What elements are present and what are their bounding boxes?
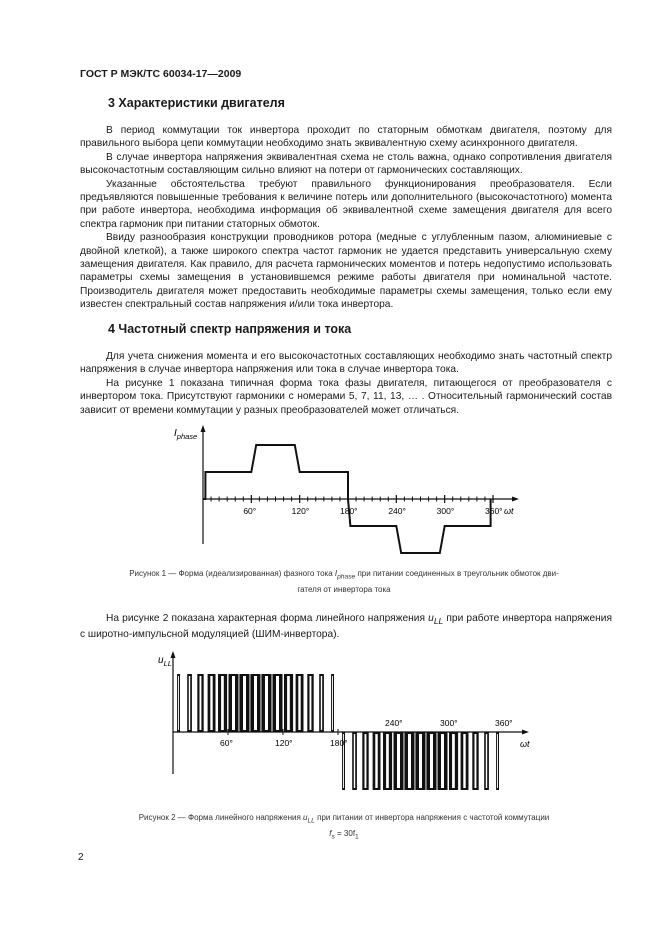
tick-label: 120° [275, 738, 293, 748]
pulse-gap [386, 734, 389, 788]
figure-2-caption: Рисунок 2 — Форма линейного напряжения $u_{LL}$ при питании от инвертора напряжения с частотой коммутации $f_s = 30f_1$ [138, 813, 550, 841]
pulse-gap [408, 734, 411, 788]
pulse-gap [200, 676, 202, 730]
pulse-gap [265, 676, 268, 730]
pulse-gap [441, 734, 444, 788]
figure-2-intro: На рисунке 2 показана характерная форма линейного напряжения $u_{LL}$ при работе инвертора напряжения с широтно-импульсной модуляцией (ШИМ-инвертора). [80, 613, 612, 641]
paragraph: В случае инвертора напряжения эквивалентная схема не столь важна, однако сопротивления двигателя высокочастотным составляющим сильно влияют на потери от гармонических составляющих. [80, 151, 612, 177]
section-4-body [80, 350, 612, 417]
x-axis-arrow [512, 497, 519, 502]
tick-label: 60° [220, 738, 233, 748]
paragraph: Ввиду разнообразия конструкции проводников ротора (медные с углубленным пазом, алюминиевые с двойной клеткой), а также широкого спектра частот гармоник не удается представить универсальную схему замещения двигателя. Как правило, для расчета гармонических моментов и потерь недопустимо использовать параметры схемы замещения в установившемся режиме работы двигателя при номинальной частоте. Производитель двигателя может предоставить необходимые параметры схемы замещения, только если ему известен спектральный состав напряжения и/или тока инвертора. [80, 232, 612, 311]
tick-label: 120° [291, 506, 310, 516]
paragraph: Указанные обстоятельства требуют правильного функционирования преобразователя. Если предъявляются повышенные требования к величине потерь или дополнительного (высокочастотного) момента при работе инвертора, необходима информация об эквивалентной схеме замещения двигателя для всего спектра гармоник при питании статорных обмоток. [80, 178, 612, 230]
pulse-gap [419, 734, 422, 788]
pulse-gap [298, 676, 300, 730]
y-axis-label: $u_{LL}$ [158, 655, 172, 668]
pulse-gap [497, 734, 498, 788]
y-axis-arrow [201, 425, 206, 432]
pulse-gap [189, 676, 190, 730]
pulse-gap [321, 676, 322, 730]
pulse-gap [287, 676, 290, 730]
section-3-body [80, 124, 612, 312]
tick-label: 180° [340, 506, 358, 516]
pulse-gap [243, 676, 246, 730]
pulse-gap [452, 734, 455, 788]
pulse-gap [475, 734, 477, 788]
paragraph: В период коммутации ток инвертора проходит по статорным обмоткам двигателя, поэтому для правильного выбора цепи коммутации необходимо знать эквивалентную схему асинхронного двигателя. [80, 125, 612, 150]
figure-2-chart [150, 650, 540, 800]
pulse-gap [178, 676, 179, 730]
x-axis-label: ωt [504, 506, 514, 516]
pulse-gap [221, 676, 224, 730]
page-number: 2 [78, 852, 84, 863]
figure-1-caption: Рисунок 1 — Форма (идеализированная) фазного тока $I_{phase}$ при питании соединенных в треугольник обмоток дви- гателя от инвертора тока [129, 569, 559, 594]
tick-label: 300° [440, 718, 458, 728]
pulse-gap [254, 676, 257, 730]
figure-1-chart [150, 420, 530, 560]
document-header: ГОСТ Р МЭК/ТС 60034-17—2009 [80, 68, 242, 80]
pulse-gap [354, 734, 355, 788]
tick-label: 180° [330, 738, 348, 748]
pulse-gap [276, 676, 279, 730]
x-axis-label: ωt [520, 739, 530, 749]
tick-label: 360° [485, 506, 503, 516]
tick-label: 300° [436, 506, 455, 516]
tick-label: 60° [243, 506, 257, 516]
section-3-title: 3 Характеристики двигателя [108, 96, 285, 110]
section-4-title: 4 Частотный спектр напряжения и тока [108, 322, 352, 336]
tick-label: 240° [385, 718, 403, 728]
pulse-gap [310, 676, 312, 730]
paragraph: На рисунке 1 показана типичная форма тока фазы двигателя, питающегося от преобразователя с инвертором тока. Присутствуют гармоники с номерами 5, 7, 11, 13, … . Относительный гармонический состав зависит от времени коммутации у разных преобразователей может отличаться. [80, 377, 612, 416]
pulse-gap [232, 676, 235, 730]
pulse-gap [332, 676, 333, 730]
x-axis-arrow [522, 730, 529, 735]
tick-label: 240° [388, 506, 406, 516]
y-axis-arrow [171, 651, 176, 658]
pulse-gap [397, 734, 400, 788]
pulse-gap [463, 734, 465, 788]
y-axis-label: $I_{phase}$ [174, 428, 198, 441]
pulse-gap [486, 734, 487, 788]
pulse-gap [430, 734, 433, 788]
paragraph: Для учета снижения момента и его высокочастотных составляющих необходимо знать частотный спектр напряжения в случае инвертора напряжения или тока в случае инвертора тока. [80, 351, 612, 376]
pulse-gap [365, 734, 367, 788]
tick-label: 360° [495, 718, 513, 728]
pulse-gap [375, 734, 377, 788]
pulse-gap [210, 676, 212, 730]
